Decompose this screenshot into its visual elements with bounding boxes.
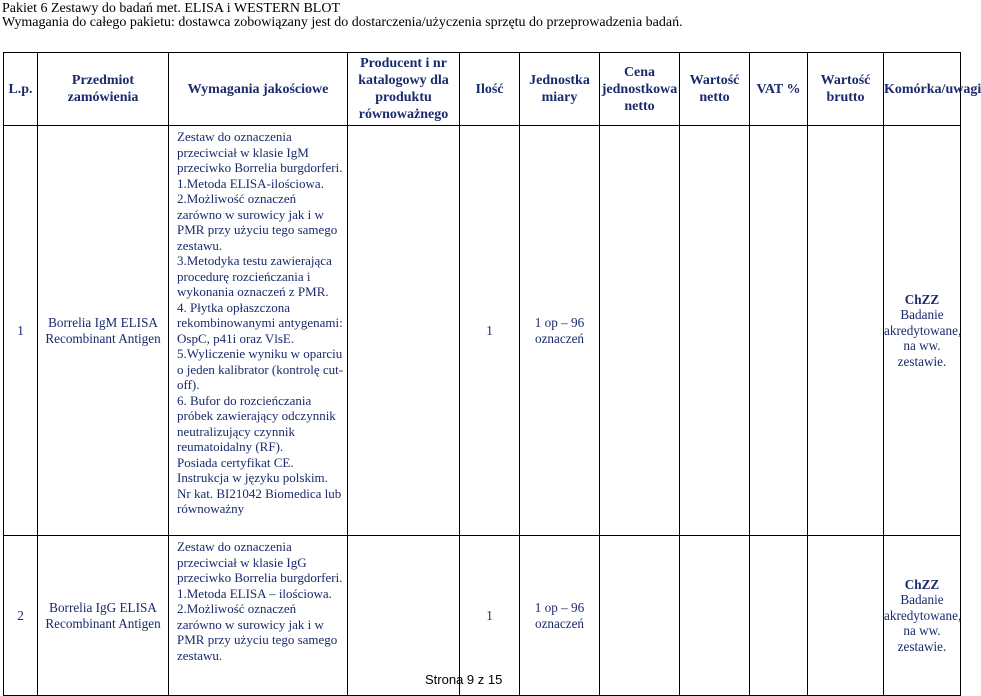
row-unit: 1 op – 96 oznaczeń [520,126,600,536]
header-vat: VAT % [750,53,808,126]
row-qty: 1 [460,536,520,696]
header-lp: L.p. [4,53,38,126]
requirement-line: Zestaw do oznaczenia przeciwciał w klasie IgG przeciwko Borrelia burgdorferi. [177,539,343,585]
row-unit-price[interactable] [600,126,680,536]
requirement-line: Instrukcja w języku polskim. [177,470,328,485]
row-vat[interactable] [750,126,808,536]
requirement-line: 5.Wyliczenie wyniku w oparciu o jeden kalibrator (kontrolę cut-off). [177,346,344,392]
header-requirements: Wymagania jakościowe [169,53,348,126]
header-cell: Komórka/uwagi [884,53,961,126]
row-gross-value[interactable] [808,126,884,536]
row-producer[interactable] [348,126,460,536]
header-gross-value: Wartość brutto [808,53,884,126]
order-table [3,52,981,696]
requirement-line: 1.Metoda ELISA-ilościowa. [177,175,324,191]
header-net-value: Wartość netto [680,53,750,126]
row-requirements [169,536,348,696]
cell-unit-code: ChZZ [904,291,940,307]
row-subject: Borrelia IgM ELISA Recombinant Antigen [38,126,169,536]
cell-note: Badanie akredytowane, na ww. zestawie. [884,592,962,654]
header-subject: Przedmiot zamówienia [38,53,169,126]
row-subject: Borrelia IgG ELISA Recombinant Antigen [38,536,169,696]
row-requirements [169,126,348,536]
table-row [4,126,961,536]
requirement-line: Zestaw do oznaczenia przeciwciał w klasie IgM przeciwko Borrelia burgdorferi. [177,129,343,175]
page-heading-title: Pakiet 6 Zestawy do badań met. ELISA i WESTERN BLOT [2,1,341,16]
row-gross-value[interactable] [808,536,884,696]
requirement-line: Posiada certyfikat CE. [177,454,294,470]
requirement-line: Nr kat. BI21042 Biomedica lub równoważny [177,485,342,516]
header-unit-price: Cena jednostkowa netto [600,53,680,126]
requirement-line: 4. Płytka opłaszczona rekombinowanymi antygenami: OspC, p41i oraz VlsE. [177,299,343,346]
row-unit: 1 op – 96 oznaczeń [520,536,600,696]
header-producer: Producent i nr katalogowy dla produktu równoważnego [348,53,460,126]
cell-note: Badanie akredytowane, na ww. zestawie. [884,307,962,369]
row-cell [884,126,961,536]
requirement-line: 2.Możliwość oznaczeń zarówno w surowicy jak i w PMR przy użyciu tego samego zestawu. [177,601,338,663]
row-unit-price[interactable] [600,536,680,696]
requirement-line: 3.Metodyka testu zawierająca procedurę rozcieńczania i wykonania oznaczeń z PMR. [177,253,332,299]
page-heading-requirements: Wymagania do całego pakietu: dostawca zobowiązany jest do dostarczenia/użyczenia sprzętu do przeprowadzenia badań. [2,15,683,30]
requirement-line: 6. Bufor do rozcieńczania próbek zawierający odczynnik neutralizujący czynnik reumatoidalny (RF). [177,392,336,454]
row-qty: 1 [460,126,520,536]
cell-unit-code: ChZZ [904,576,940,592]
header-qty: Ilość [460,53,520,126]
row-cell [884,536,961,696]
row-vat[interactable] [750,536,808,696]
row-net-value[interactable] [680,536,750,696]
header-unit: Jednostka miary [520,53,600,126]
requirement-line: 1.Metoda ELISA – ilościowa. [177,585,332,601]
row-lp: 1 [4,126,38,536]
table-header-row [4,53,961,126]
row-net-value[interactable] [680,126,750,536]
page-number: Strona 9 z 15 [425,672,503,687]
row-lp: 2 [4,536,38,696]
requirement-line: 2.Możliwość oznaczeń zarówno w surowicy jak i w PMR przy użyciu tego samego zestawu. [177,191,338,253]
